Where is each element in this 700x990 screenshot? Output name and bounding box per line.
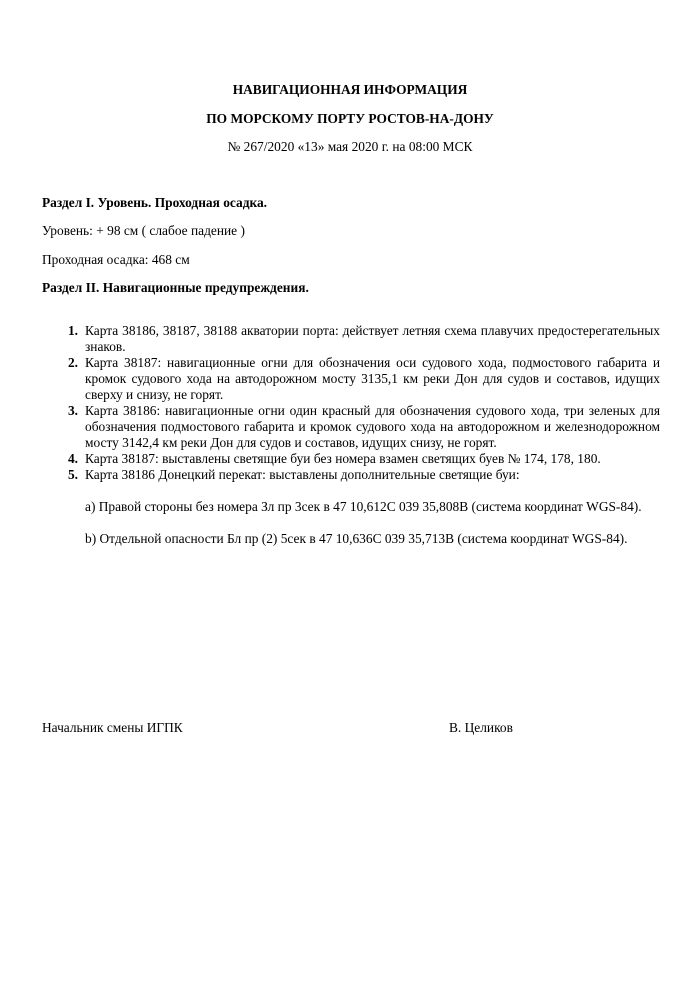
section1-heading: Раздел I. Уровень. Проходная осадка. <box>42 195 268 210</box>
list-item-text: Карта 38187: выставлены светящие буи без номера взамен светящих буев № 174, 178, 180. <box>85 451 601 466</box>
list-item-number: 4. <box>67 451 78 466</box>
list-item <box>42 355 660 403</box>
section2-heading: Раздел II. Навигационные предупреждения. <box>42 280 309 295</box>
document-number-date: № 267/2020 «13» мая 2020 г. на 08:00 МСК <box>227 139 473 154</box>
list-item-number: 3. <box>67 403 78 418</box>
buoy-entry-b: b) Отдельной опасности Бл пр (2) 5сек в 47 10,636С 039 35,713В (система координат WGS-84). <box>85 531 628 546</box>
warnings-list <box>42 323 660 547</box>
list-item-number: 2. <box>67 355 78 370</box>
list-item-text: Карта 38187: навигационные огни для обозначения оси судового хода, подмостового габарита и кромок судового хода на автодорожном мосту 3135,1 км реки Дон для судов и составов, идущих сверху и снизу, не горят. <box>85 355 660 402</box>
list-item-text: Карта 38186 Донецкий перекат: выставлены дополнительные светящие буи: <box>85 467 520 482</box>
buoy-entry-a: a) Правой стороны без номера Зл пр 3сек в 47 10,612С 039 35,808В (система координат WGS-84). <box>85 499 642 514</box>
list-item-text: Карта 38186: навигационные огни один красный для обозначения судового хода, три зеленых для обозначения подмостового габарита и кромок судового хода на автодорожном и железнодорожном мосту 3142,4 км реки Дон для судов и составов, идущих снизу, не горят. <box>85 403 660 450</box>
list-item-number: 1. <box>67 323 78 338</box>
list-item <box>42 403 660 451</box>
list-item-text: Карта 38186, 38187, 38188 акватории порта: действует летняя схема плавучих предостерегательных знаков. <box>85 323 660 354</box>
list-item <box>42 467 660 483</box>
list-item <box>42 451 660 467</box>
signer-name: В. Целиков <box>449 720 513 735</box>
water-level-text: Уровень: + 98 см ( слабое падение ) <box>42 223 245 238</box>
signer-position: Начальник смены ИГПК <box>42 720 183 735</box>
list-item-number: 5. <box>67 467 78 482</box>
list-item <box>42 323 660 355</box>
passage-draft-text: Проходная осадка: 468 см <box>42 252 190 267</box>
document-title-line2: ПО МОРСКОМУ ПОРТУ РОСТОВ-НА-ДОНУ <box>206 111 494 126</box>
document-title-line1: НАВИГАЦИОННАЯ ИНФОРМАЦИЯ <box>232 82 468 97</box>
